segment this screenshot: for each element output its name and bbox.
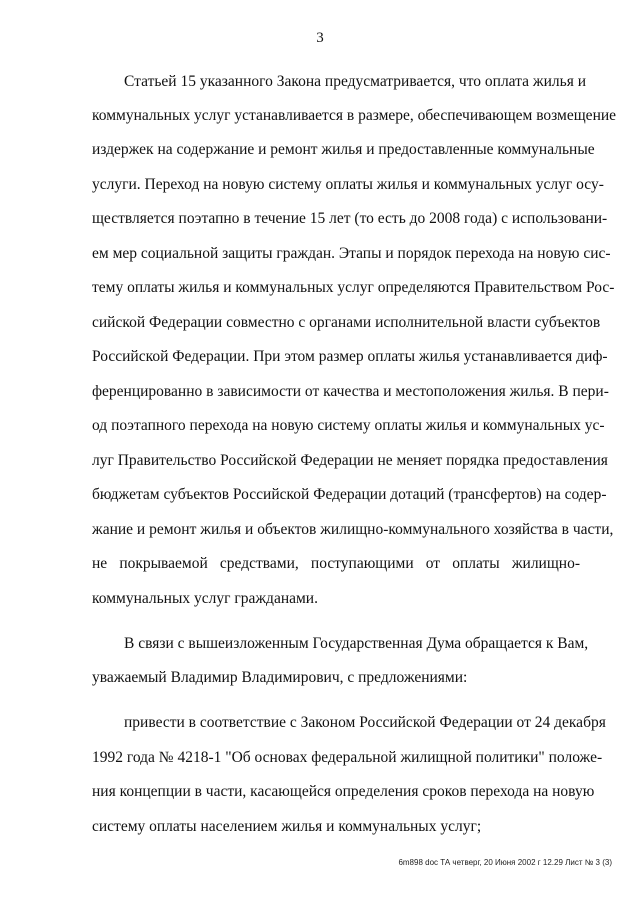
text-line: систему оплаты населением жилья и коммунальных услуг; xyxy=(92,818,482,835)
text-line: издержек на содержание и ремонт жилья и предоставленные коммунальные xyxy=(92,141,595,158)
text-line: 1992 года № 4218-1 "Об основах федеральной жилищной политики" положе- xyxy=(92,749,603,766)
text-line: привести в соответствие с Законом Российской Федерации от 24 декабря xyxy=(124,714,606,731)
text-line: жание и ремонт жилья и объектов жилищно-коммунального хозяйства в части, xyxy=(92,521,614,538)
text-line: сийской Федерации совместно с органами исполнительной власти субъектов xyxy=(92,314,601,331)
page-number: 3 xyxy=(316,30,324,46)
text-line: уважаемый Владимир Владимирович, с предложениями: xyxy=(92,669,468,686)
text-line: коммунальных услуг устанавливается в размере, обеспечивающем возмещение xyxy=(92,107,617,124)
text-line: коммунальных услуг гражданами. xyxy=(92,590,318,607)
text-line: ем мер социальной защиты граждан. Этапы и порядок перехода на новую сис- xyxy=(92,245,611,262)
text-line: ференцированно в зависимости от качества и местоположения жилья. В пери- xyxy=(92,383,609,400)
text-line: тему оплаты жилья и коммунальных услуг определяются Правительством Рос- xyxy=(92,279,615,296)
text-line: услуги. Переход на новую систему оплаты жилья и коммунальных услуг осу- xyxy=(92,176,604,193)
text-line: бюджетам субъектов Российской Федерации дотаций (трансфертов) на содер- xyxy=(92,486,607,503)
text-line: В связи с вышеизложенным Государственная Дума обращается к Вам, xyxy=(124,635,589,652)
text-line: не покрываемой средствами, поступающими от оплаты жилищно- xyxy=(92,555,580,572)
text-line: од поэтапного перехода на новую систему оплаты жилья и коммунальных ус- xyxy=(92,417,605,434)
text-line: ния концепции в части, касающейся определения сроков перехода на новую xyxy=(92,783,595,800)
document-footer: 6m898 doc ТА четверг, 20 Июня 2002 г 12.29 Лист № 3 (3) xyxy=(398,858,612,867)
text-line: луг Правительство Российской Федерации не меняет порядка предоставления xyxy=(92,452,608,469)
text-line: ществляется поэтапно в течение 15 лет (то есть до 2008 года) с использовани- xyxy=(92,210,608,227)
text-line: Статьей 15 указанного Закона предусматривается, что оплата жилья и xyxy=(124,73,586,90)
text-line: Российской Федерации. При этом размер оплаты жилья устанавливается диф- xyxy=(92,348,608,365)
